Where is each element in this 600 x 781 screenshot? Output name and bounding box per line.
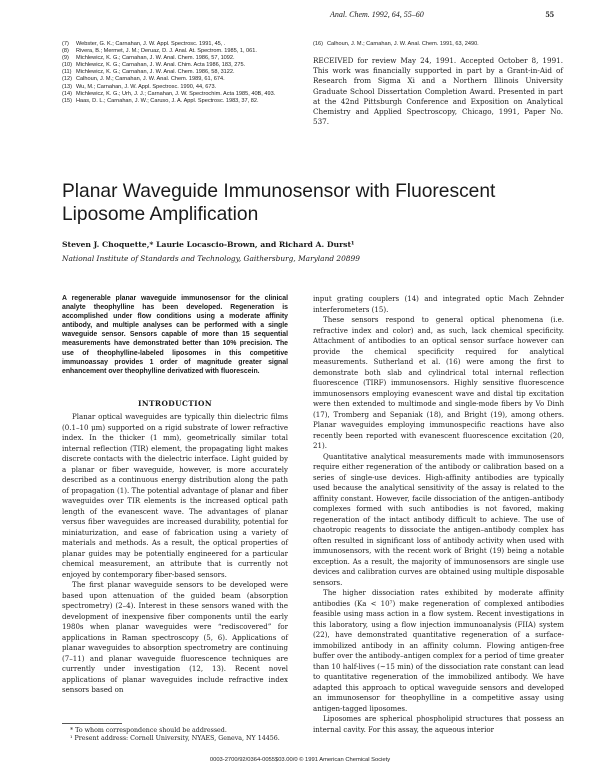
reference-number: (15) [62, 97, 72, 104]
reference-item [313, 41, 563, 48]
reference-text: Wu, M.; Carnahan, J. W. Appl. Spectrosc. 1990, 44, 673. [76, 83, 217, 90]
footnote: * To whom correspondence should be addressed. [70, 727, 227, 734]
reference-text: Michlewicz, K. G.; Carnahan, J. W. Anal. Chem. 1986, 57, 1092. [76, 55, 235, 62]
affiliation: National Institute of Standards and Technology, Gaithersburg, Maryland 20899 [62, 254, 360, 263]
section-heading-introduction: INTRODUCTION [138, 399, 212, 408]
reference-number: (10) [62, 62, 72, 69]
reference-number: (13) [62, 83, 72, 90]
receipt-note: RECEIVED for review May 24, 1991. Accepted October 8, 1991. This work was financially supported in part by a Grant-in-Aid of Research from Sigma Xi and a Northern Illinois University Graduate School Dissertation Completion Award. Presented in part at the 42nd Pittsburgh Conference and Exposition on Analytical Chemistry and Applied Spectroscopy, Chicago, 1991, Paper No. 537. [313, 56, 563, 127]
reference-item [62, 55, 287, 62]
body-paragraph: The higher dissociation rates exhibited by moderate affinity antibodies (Ka < 10⁷) make regeneration of complexed antibodies feasible using mass action in a flow system. Recent investigations in this laboratory, using a flow injection immunoanalysis (FIIA) system (22), have demonstrated quantitative regeneration of a surface-immobilized antibody in an affinity column. Flowing antigen-free buffer over the antibody–antigen complex for a period of time greater than 10 half-lives (~15 min) of the dissociation rate constant can lead to quantitative regeneration of the immobilized antibody. We have adapted this approach to optical waveguide sensors and developed an immunosensor for theophylline in a competitive assay using antigen-tagged liposomes. [313, 588, 564, 713]
page-header [0, 8, 600, 22]
footnote-divider [62, 723, 122, 724]
footnotes [62, 727, 288, 743]
author-list: Steven J. Choquette,* Laurie Locascio-Brown, and Richard A. Durst¹ [62, 240, 355, 249]
article-title: Planar Waveguide Immunosensor with Fluorescent Liposome Amplification [62, 181, 496, 225]
body-paragraph: Quantitative analytical measurements made with immunosensors require either regeneration of the antibody or calibration based on a series of single-use devices. High-affinity antibodies are typically used because the analytical sensitivity of the assay is related to the affinity constant. However, facile dissociation of the antigen–antibody complexes formed with such antibodies is not favored, making regeneration of the intact antibody difficult to achieve. The use of chaotropic reagents to dissociate the antigen–antibody complex has often resulted in significant loss of antibody activity when used with immunosensors, with the recent work of Bright (19) being a notable exception. As a result, the majority of immunosensors are single use devices and calibration curves are obtained using multiple disposable sensors. [313, 451, 564, 587]
reference-number: (12) [62, 76, 72, 83]
reference-text: Calhoun, J. M.; Carnahan, J. W. Anal. Chem. 1989, 61, 674. [76, 76, 225, 83]
reference-item [62, 48, 287, 55]
journal-citation: Anal. Chem. 1992, 64, 55–60 [330, 10, 424, 19]
reference-item [62, 62, 287, 69]
body-paragraph: These sensors respond to general optical phenomena (i.e. refractive index and color) and, as such, lack chemical specificity. Attachment of antibodies to an optical sensor surface however can provide the chemical specificity required for analytical measurements. Sutherland et al. (16) were among the first to demonstrate both slab and cylindrical total internal reflection fluorescence (TIRF) immunosensors. Highly sensitive fluorescence immunosensors employing evanescent wave and distal tip excitation were then extended to multimode and single-mode fibers by Vo Dinh (17), Tromberg and Sepaniak (18), and Bright (19), among others. Planar waveguides employing immunospecific reactions have also recently been reported with evanescent fluorescence excitation (20, 21). [313, 315, 564, 450]
reference-text: Michlewicz, K. G.; Urh, J. J.; Carnahan, J. W. Spectrochim. Acta 1985, 40B, 493. [76, 90, 276, 97]
reference-item [62, 84, 287, 91]
left-column-body [62, 412, 288, 696]
reference-item [62, 69, 287, 76]
reference-number: (9) [62, 55, 69, 62]
reference-item [62, 76, 287, 83]
reference-text: Haas, D. L.; Carnahan, J. W.; Caruso, J. A. Appl. Spectrosc. 1983, 37, 82. [76, 97, 259, 104]
references-left [62, 41, 287, 105]
reference-text: Webster, G. K.; Carnahan, J. W. Appl. Spectrosc. 1991, 45, . [76, 41, 226, 47]
reference-text: Rivera, B.; Mermet, J. M.; Deruaz, D. J. Anal. At. Spectrom. 1985, 1, 061. [76, 48, 257, 55]
references-right [313, 41, 563, 48]
reference-text: Calhoun, J. M.; Carnahan, J. W. Anal. Chem. 1991, 63, 2490. [327, 41, 479, 47]
reference-number: (8) [62, 48, 69, 55]
reference-text: Michlewicz, K. G.; Carnahan, J. W. Anal. Chem. 1986, 58, 3122. [76, 69, 235, 76]
body-paragraph: input grating couplers (14) and integrated optic Mach Zehnder interferometers (15). [313, 294, 564, 314]
body-paragraph: Planar optical waveguides are typically thin dielectric films (0.1–10 μm) supported on a rigid substrate of lower refractive index. In the thicker (1 mm), geometrically similar total internal reflection (TIR) element, the propagating light makes discrete contacts with the dielectric interface. Light guided by a planar or fiber waveguide, however, is more accurately described as a continuous energy distribution along the path of propagation (1). The potential advantage of planar and fiber waveguides over TIR elements is the increased optical path length of the evanescent wave. The advantages of planar versus fiber waveguides are increased durability, potential for miniaturization, and ease of fabrication using a variety of materials and methods. As a result, the optical properties of planar guides may be potentially engineered for a particular chemical measurement, an attribute that is currently not enjoyed by contemporary fiber-based sensors. [62, 412, 288, 579]
body-paragraph: The first planar waveguide sensors to be developed were based upon attenuation of the guided beam (absorption spectrometry) (2–4). Interest in these sensors waned with the development of inexpensive fiber components until the early 1980s when planar waveguides were “rediscovered” for applications in Raman spectroscopy (5, 6). Applications of planar waveguides to absorption spectrometry are continuing (7–11) and planar waveguide fluorescence techniques are currently under investigation (12, 13). Recent novel applications of planar waveguides include refractive index sensors based on [62, 580, 288, 694]
reference-number: (14) [62, 90, 72, 97]
reference-number: (7) [62, 41, 69, 47]
reference-item [62, 98, 287, 105]
body-paragraph: Liposomes are spherical phospholipid structures that possess an internal cavity. For this assay, the aqueous interior [313, 714, 564, 734]
footnote: ¹ Present address: Cornell University, NYAES, Geneva, NY 14456. [70, 735, 280, 742]
reference-number: (16) [313, 41, 323, 47]
reference-item [62, 41, 287, 48]
reference-number: (11) [62, 69, 72, 76]
page-number: 55 [545, 9, 554, 19]
abstract: A regenerable planar waveguide immunosensor for the clinical analyte theophylline has been developed. Regeneration is accomplished under flow conditions using a moderate affinity antibody, and multiple analyses can be performed with a single waveguide sensor. Sensors capable of more than 15 sequential measurements have demonstrated better than 10% precision. The use of theophylline-labeled liposomes in this competitive immunoassay provides 1 order of magnitude greater signal enhancement over theophylline derivatized with fluorescein. [62, 295, 288, 375]
reference-text: Michlewicz, K. G.; Carnahan, J. W. Anal. Chim. Acta 1986, 183, 275. [76, 62, 246, 69]
page-footer: 0003-2700/92/0364-0055$03.00/0 © 1991 American Chemical Society [209, 757, 391, 763]
right-column-body [313, 294, 564, 735]
reference-item [62, 91, 287, 98]
